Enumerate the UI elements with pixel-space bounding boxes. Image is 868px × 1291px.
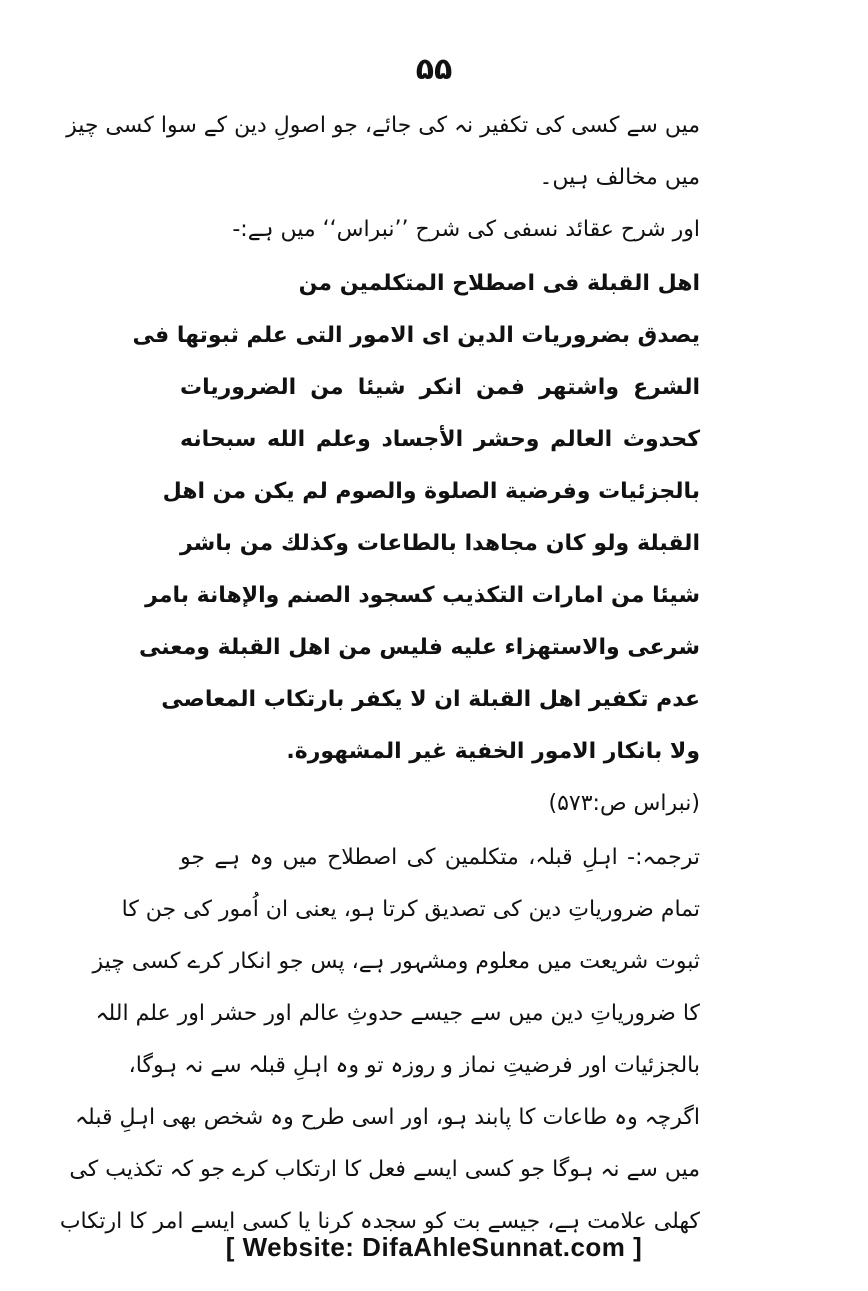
intro-line: میں مخالف ہیں۔ — [539, 165, 700, 190]
intro-line: اور شرح عقائد نسفی کی شرح ’’نبراس‘‘ میں ہے:- — [232, 217, 700, 242]
translation-line: ترجمہ:- اہلِ قبلہ، متکلمین کی اصطلاح میں وہ ہے جو — [180, 845, 700, 870]
translation-line: میں سے نہ ہوگا جو کسی ایسے فعل کا ارتکاب کرے جو کہ تکذیب کی — [69, 1157, 700, 1182]
translation-line: بالجزئیات اور فرضیتِ نماز و روزہ تو وہ اہلِ قبلہ سے نہ ہوگا، — [128, 1053, 700, 1078]
arabic-quote-line: القبلة ولو كان مجاهدا بالطاعات وكذلك من باشر — [180, 531, 700, 556]
translation-line: اگرچہ وہ طاعات کا پابند ہو، اور اسی طرح وہ شخص بھی اہلِ قبلہ — [75, 1105, 700, 1130]
citation: (نبراس ص:۵۷۳) — [548, 791, 700, 816]
intro-line: میں سے کسی کی تکفیر نہ کی جائے، جو اصولِ دین کے سوا کسی چیز — [66, 113, 700, 138]
translation-line: تمام ضروریاتِ دین کی تصدیق کرتا ہو، یعنی ان اُمور کی جن کا — [121, 897, 700, 922]
arabic-quote-line: ولا بانكار الامور الخفية غير المشهورة. — [286, 739, 700, 764]
arabic-quote-line: عدم تكفير اهل القبلة ان لا يكفر بارتكاب المعاصی — [161, 687, 700, 712]
page-number: ۵۵ — [415, 52, 453, 87]
arabic-quote-line: شرعی والاستهزاء عليه فليس من اهل القبلة ومعنی — [139, 635, 700, 660]
body-text — [59, 0, 700, 1234]
translation-line: کھلی علامت ہے، جیسے بت کو سجدہ کرنا یا کسی ایسے امر کا ارتکاب — [59, 1209, 700, 1234]
arabic-quote-line: شيئا من امارات التكذيب كسجود الصنم والإهانة بامر — [145, 583, 700, 608]
arabic-quote-line: بالجزئيات وفرضية الصلوة والصوم لم يكن من اهل — [162, 479, 700, 504]
arabic-quote-line: كحدوث العالم وحشر الأجساد وعلم الله سبحانه — [180, 427, 700, 452]
translation-line: کا ضروریاتِ دین میں سے جیسے حدوثِ عالم اور حشر اور علم اللہ — [95, 1001, 700, 1026]
website-footer: [ Website: DifaAhleSunnat.com ] — [225, 1232, 643, 1262]
arabic-quote-line: اهل القبلة فی اصطلاح المتكلمين من — [298, 271, 700, 296]
translation-line: ثبوت شریعت میں معلوم ومشہور ہے، پس جو انکار کرے کسی چیز — [92, 949, 700, 974]
arabic-quote-line: يصدق بضروريات الدين ای الامور التی علم ثبوتها فی — [132, 323, 700, 348]
arabic-quote-line: الشرع واشتهر فمن انكر شيئا من الضروريات — [180, 375, 700, 400]
